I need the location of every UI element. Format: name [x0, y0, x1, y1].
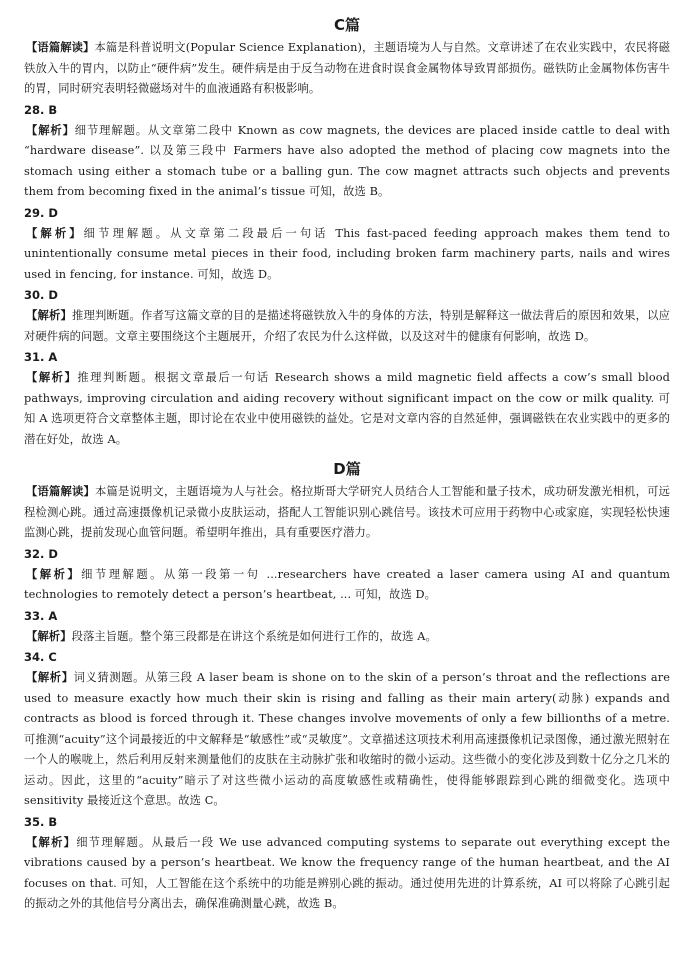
analysis [24, 120, 670, 203]
analysis-tag: 【解析】 [26, 225, 84, 240]
analysis-text: 细节理解题。从文章第二段最后一句话 This fast-paced feeding approach makes them tend to unintentionally consume metal pieces in their food, including broken farm machinery parts, nails and wires used in fencing, for instance. 可知，故选 D。 [24, 226, 670, 281]
analysis-tag: 【解析】 [26, 122, 75, 137]
summary-text: 本篇是说明文，主题语境为人与社会。格拉斯哥大学研究人员结合人工智能和量子技术，成功研发激光相机，可远程检测心跳。通过高速摄像机记录微小皮肤运动，搭配人工智能识别心跳信号。该技术可应用于药物中心或家庭，实现轻松快速监测心跳，提前发现心血管问题。希望明年推出，具有重要医疗潜力。 [24, 485, 670, 539]
answer-number: 34. C [24, 650, 57, 664]
answer-number: 29. D [24, 205, 58, 220]
question-35 [24, 812, 670, 915]
answer-number: 32. D [24, 546, 58, 561]
analysis-tag: 【解析】 [26, 628, 72, 643]
analysis [24, 223, 670, 286]
analysis-tag: 【解析】 [26, 370, 78, 384]
question-30 [24, 285, 670, 347]
section-d [24, 458, 670, 915]
summary-tag: 【语篇解读】 [26, 40, 95, 54]
question-28 [24, 100, 670, 203]
analysis-tag: 【解析】 [26, 308, 73, 322]
analysis [24, 564, 670, 606]
answer-number: 31. A [24, 350, 58, 364]
section-c-summary [24, 37, 670, 100]
analysis-tag: 【解析】 [26, 670, 74, 684]
analysis-tag: 【解析】 [26, 566, 82, 581]
section-c [24, 14, 670, 450]
analysis [24, 305, 670, 347]
summary-tag: 【语篇解读】 [26, 484, 96, 498]
analysis [24, 626, 670, 648]
answer-number: 30. D [24, 288, 58, 302]
question-31 [24, 347, 670, 450]
question-32 [24, 544, 670, 606]
analysis-text: 细节理解题。从最后一段 We use advanced computing systems to separate out everything except the vibrations caused by a person’s heartbeat. We know the frequency range of the human heartbeat, and the AI focuses on that. 可知，人工智能在这个系统中的功能是辨别心跳的振动。通过使用先进的计算系统，AI 可以将除了心跳引起的振动之外的其他信号分离出去，确保准确测量心跳，故选 B。 [24, 835, 670, 910]
section-d-title: D篇 [333, 460, 361, 478]
question-34 [24, 647, 670, 812]
analysis [24, 367, 670, 450]
answer-number: 28. B [24, 102, 58, 117]
question-29 [24, 203, 670, 286]
analysis-text: 词义猜测题。从第三段 A laser beam is shone on to the skin of a person’s throat and the reflections are used to measure exactly how much their skin is rising and falling as their main artery(动脉) expands and contracts as blood is forced through it. These changes involve movements of only a few billionths of a metre. 可推测“acuity”这个词最接近的中文解释是“敏感性”或“灵敏度”。文章描述这项技术利用高速摄像机记录图像，通过激光照射在一个人的喉咙上，然后利用反射来测量他们的皮肤在主动脉扩张和收缩时的微小运动。这些微小的变化涉及到数十亿分之几米的运动。因此，这里的“acuity”暗示了对这些微小运动的高度敏感性或精确性，使得能够跟踪到心跳的细微变化。选项中 sensitivity 最接近这个意思。故选 C。 [24, 671, 670, 807]
analysis-text: 段落主旨题。整个第三段都是在讲这个系统是如何进行工作的，故选 A。 [71, 629, 437, 643]
analysis-text: 推理判断题。根据文章最后一句话 Research shows a mild magnetic field affects a cow’s small blood pathways, improving circulation and aiding recovery without significant impact on the cow or milk quality. 可知 A 选项更符合文章整体主题，即讨论在农业中使用磁铁的益处。它是对文章内容的自然延伸，强调磁铁在农业实践中的更多的潜在好处，故选 A。 [24, 371, 671, 446]
section-c-title: C篇 [333, 16, 360, 34]
analysis [24, 832, 670, 915]
analysis-tag: 【解析】 [26, 834, 77, 849]
analysis [24, 667, 670, 812]
answer-number: 33. A [24, 608, 58, 623]
summary-text: 本篇是科普说明文(Popular Science Explanation)，主题语境为人与自然。文章讲述了在农业实践中，农民将磁铁放入牛的胃内，以防止“硬件病”发生。硬件病是由于反刍动物在进食时误食金属物体导致胃部损伤。磁铁防止金属物体伤害牛的胃，同时研究表明轻微磁场对牛的血液通路有积极影响。 [24, 41, 670, 95]
answer-number: 35. B [24, 814, 58, 829]
analysis-text: 推理判断题。作者写这篇文章的目的是描述将磁铁放入牛的身体的方法，特别是解释这一做法背后的原因和效果，以应对硬件病的问题。文章主要围绕这个主题展开，介绍了农民为什么这样做，以及这对牛的健康有何影响，故选 D。 [24, 309, 670, 343]
analysis-text: 细节理解题。从文章第二段中 Known as cow magnets, the devices are placed inside cattle to deal with “hardware disease”. 以及第三段中 Farmers have also adopted the method of placing cow magnets into the stomach using either a stomach tube or a balling gun. The cow magnet attracts such objects and prevents them from becoming fixed in the animal’s tissue 可知，故选 B。 [24, 123, 670, 198]
analysis-text: 细节理解题。从第一段第一句 ...researchers have created a laser camera using AI and quantum technologies to remotely detect a person’s heartbeat, ... 可知，故选 D。 [24, 567, 671, 601]
question-33 [24, 606, 670, 648]
section-d-summary [24, 481, 670, 544]
